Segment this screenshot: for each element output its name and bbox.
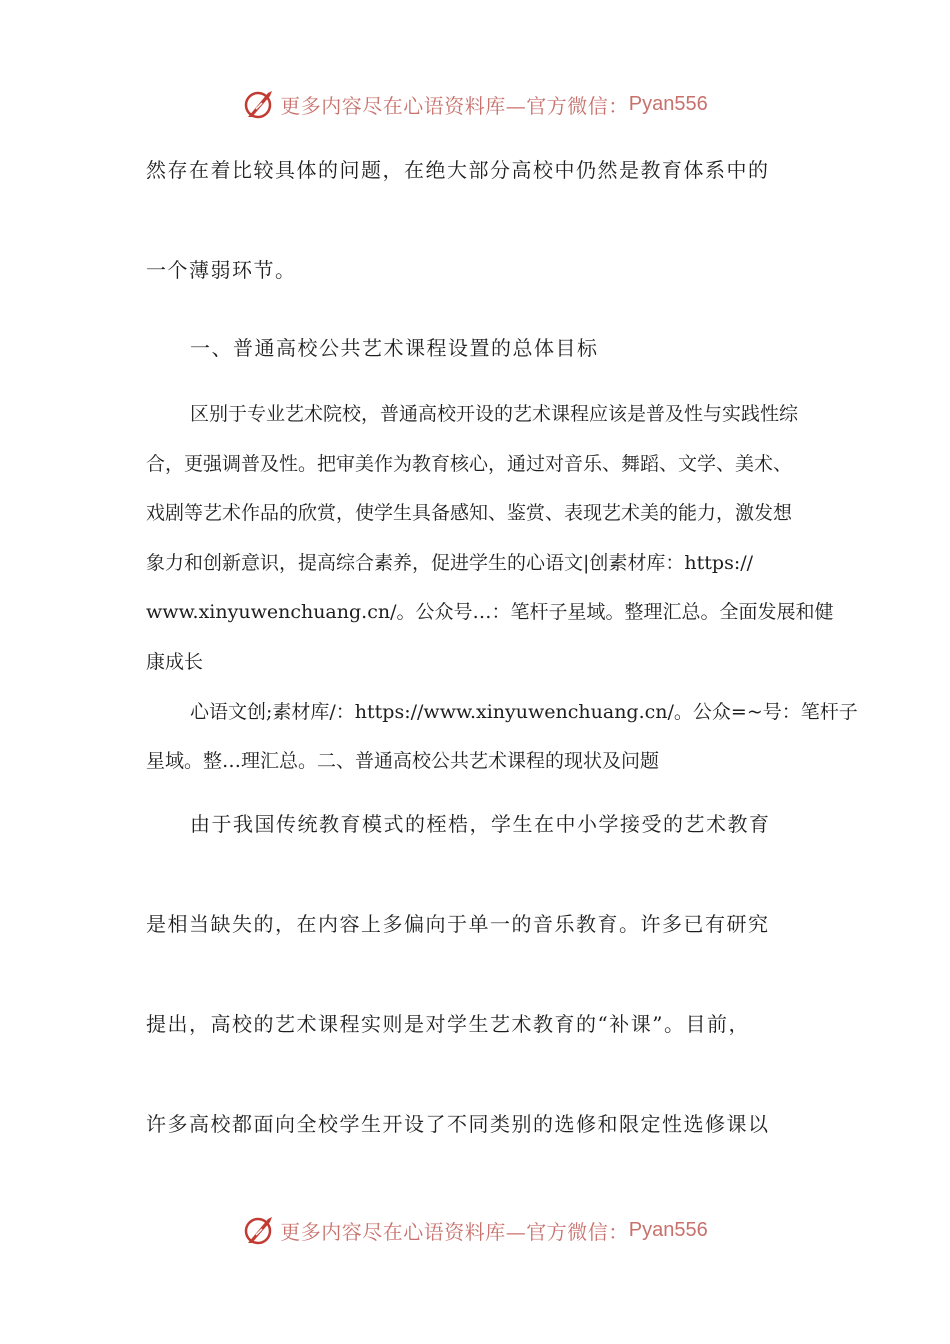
paragraph-line: 一个薄弱环节。 xyxy=(146,258,297,282)
quill-logo-icon xyxy=(242,87,276,121)
paragraph-line: www.xinyuwenchuang.cn/。公众号…：笔杆子星域。整理汇总。全面发展和健 xyxy=(146,601,834,623)
paragraph-line: 许多高校都面向全校学生开设了不同类别的选修和限定性选修课以 xyxy=(146,1112,770,1136)
paragraph-line: 星域。整…理汇总。二、普通高校公共艺术课程的现状及问题 xyxy=(146,750,660,772)
header-text: 更多内容尽在心语资料库—官方微信： xyxy=(280,93,629,118)
footer-banner xyxy=(0,1210,950,1250)
header-wechat-id: Pyan556 xyxy=(628,92,708,115)
section-heading: 一、普通高校公共艺术课程设置的总体目标 xyxy=(190,336,599,360)
footer-wechat-id: Pyan556 xyxy=(628,1218,708,1241)
paragraph-line: 区别于专业艺术院校，普通高校开设的艺术课程应该是普及性与实践性综 xyxy=(190,403,799,425)
paragraph-line: 象力和创新意识，提高综合素养，促进学生的心语文|创素材库：https:// xyxy=(146,552,754,574)
header-banner xyxy=(0,84,950,124)
paragraph-line: 康成长 xyxy=(146,651,204,673)
paragraph-line: 提出，高校的艺术课程实则是对学生艺术教育的“补课”。目前， xyxy=(146,1012,750,1036)
paragraph-line: 由于我国传统教育模式的桎梏，学生在中小学接受的艺术教育 xyxy=(190,812,771,836)
paragraph-line: 戏剧等艺术作品的欣赏，使学生具备感知、鉴赏、表现艺术美的能力，激发想 xyxy=(146,502,793,524)
paragraph-line: 然存在着比较具体的问题，在绝大部分高校中仍然是教育体系中的 xyxy=(146,158,770,182)
paragraph-line: 合，更强调普及性。把审美作为教育核心，通过对音乐、舞蹈、文学、美术、 xyxy=(146,453,793,475)
paragraph-line: 心语文创;素材库/：https://www.xinyuwenchuang.cn/。公众=~号：笔杆子 xyxy=(190,701,858,723)
paragraph-line: 是相当缺失的，在内容上多偏向于单一的音乐教育。许多已有研究 xyxy=(146,912,770,936)
footer-text: 更多内容尽在心语资料库—官方微信： xyxy=(280,1219,629,1244)
quill-logo-icon xyxy=(242,1213,276,1247)
